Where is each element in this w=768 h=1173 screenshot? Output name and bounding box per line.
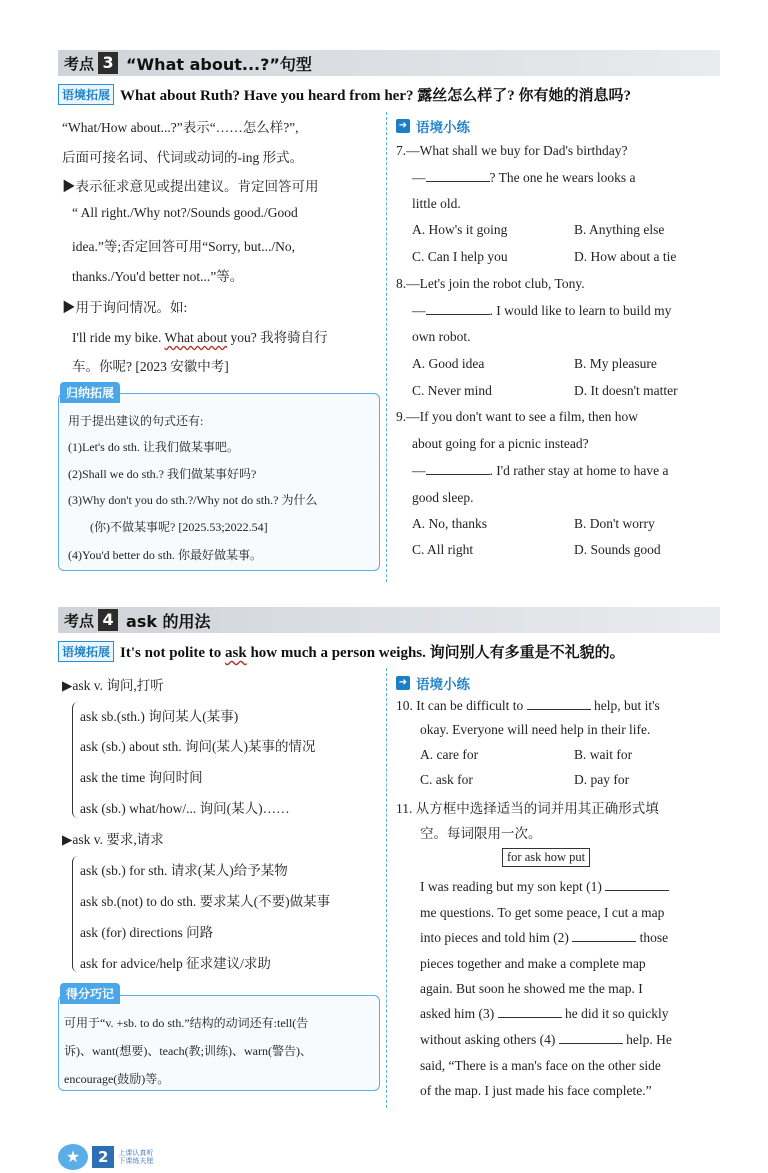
explain-line: thanks./You'd better not...”等。 (72, 269, 244, 284)
explain-line: 后面可接名词、代词或动词的-ing 形式。 (62, 150, 304, 165)
explain-line: idea.”等;否定回答可用“Sorry, but.../No, (72, 239, 295, 254)
question-line: good sleep. (412, 490, 474, 505)
word-box: for ask how put (502, 848, 590, 867)
answer-blank-4[interactable] (559, 1032, 623, 1044)
page-footer (58, 1144, 153, 1170)
summary-line: (2)Shall we do sth.? 我们做某事好吗? (68, 467, 257, 481)
section-number: 4 (98, 609, 118, 631)
context-tag: 语境拓展 (58, 641, 114, 662)
option-d[interactable]: D. It doesn't matter (574, 383, 678, 398)
option-c[interactable]: C. ask for (420, 772, 473, 787)
question-line: — . I'd rather stay at home to have a (412, 463, 669, 478)
context-row (58, 84, 631, 105)
option-d[interactable]: D. Sounds good (574, 542, 661, 557)
option-b[interactable]: B. wait for (574, 747, 633, 762)
section-title: “What about...?”句型 (126, 54, 312, 74)
passage-line: pieces together and make a complete map (420, 956, 646, 971)
usage-line: ask for advice/help 征求建议/求助 (80, 956, 271, 971)
question-line: about going for a picnic instead? (412, 436, 589, 451)
option-b[interactable]: B. My pleasure (574, 356, 657, 371)
usage-line: ask (sb.) what/how/... 询问(某人)…… (80, 801, 290, 816)
explain-line: ▶表示征求意见或提出建议。肯定回答可用 (62, 179, 319, 194)
section-3-header (58, 50, 720, 76)
practice-tag: ➜ 语境小练 (396, 116, 470, 136)
option-c[interactable]: C. All right (412, 542, 474, 557)
passage-line: without asking others (4) help. He (420, 1032, 672, 1047)
passage-line: I was reading but my son kept (1) (420, 879, 669, 895)
section-number: 3 (98, 52, 118, 74)
answer-blank[interactable] (426, 303, 490, 315)
question-stem: 8.—Let's join the robot club, Tony. (396, 276, 585, 291)
example-sentence: I'll ride my bike. What about you? 我将骑自行 (72, 330, 328, 345)
section-title: ask 的用法 (126, 611, 211, 631)
option-d[interactable]: D. pay for (574, 772, 630, 787)
question-line: own robot. (412, 329, 471, 344)
brace (72, 856, 78, 972)
summary-tag: 归纳拓展 (60, 382, 120, 403)
question-stem: 10. It can be difficult to help, but it's (396, 698, 660, 713)
option-a[interactable]: A. care for (420, 747, 479, 762)
passage-line: of the map. I just made his face complete.” (420, 1083, 652, 1098)
section-label: 考点 (64, 611, 95, 630)
answer-blank[interactable] (426, 463, 490, 475)
tip-tag: 得分巧记 (60, 983, 120, 1004)
arrow-right-icon: ➜ (396, 119, 410, 133)
option-c[interactable]: C. Can I help you (412, 249, 508, 264)
summary-line: 用于提出建议的句式还有: (68, 414, 204, 428)
practice-tag: ➜ 语境小练 (396, 673, 470, 693)
question-line: — ? The one he wears looks a (412, 170, 636, 185)
context-sentence: It's not polite to ask how much a person weighs. 询问别人有多重是不礼貌的。 (120, 645, 625, 661)
usage-line: ask (sb.) about sth. 询问(某人)某事的情况 (80, 739, 316, 754)
explain-line: “What/How about...?”表示“……怎么样?”, (62, 120, 299, 135)
section-label: 考点 (64, 54, 95, 73)
passage-line: into pieces and told him (2) those (420, 930, 669, 945)
explain-line: “ All right./Why not?/Sounds good./Good (72, 205, 298, 220)
option-a[interactable]: A. Good idea (412, 356, 485, 371)
question-stem: 空。每词限用一次。 (420, 826, 542, 841)
usage-line: ask sb.(sth.) 询问某人(某事) (80, 709, 239, 724)
summary-line: (4)You'd better do sth. 你最好做某事。 (68, 548, 262, 562)
usage-line: ask sb.(not) to do sth. 要求某人(不要)做某事 (80, 894, 331, 909)
star-mascot-icon: ★ (58, 1144, 88, 1170)
option-a[interactable]: A. No, thanks (412, 516, 487, 531)
option-b[interactable]: B. Anything else (574, 222, 665, 237)
footer-slogan: 上课认真听 下课练夫厘 (118, 1149, 154, 1165)
answer-blank-3[interactable] (498, 1006, 562, 1018)
answer-blank[interactable] (426, 170, 490, 182)
summary-line: (你)不做某事呢? [2025.53;2022.54] (90, 520, 268, 534)
question-stem: 11. 从方框中选择适当的词并用其正确形式填 (396, 801, 659, 816)
option-b[interactable]: B. Don't worry (574, 516, 655, 531)
question-line: little old. (412, 196, 461, 211)
arrow-right-icon: ➜ (396, 676, 410, 690)
option-d[interactable]: D. How about a tie (574, 249, 677, 264)
context-tag: 语境拓展 (58, 84, 114, 105)
page-number: 2 (92, 1146, 114, 1168)
usage-line: ask (for) directions 问路 (80, 925, 214, 940)
usage-line: ask the time 询问时间 (80, 770, 203, 785)
column-divider (386, 668, 387, 1108)
passage-line: me questions. To get some peace, I cut a map (420, 905, 665, 920)
context-row (58, 641, 625, 662)
summary-line: (3)Why don't you do sth.?/Why not do sth.? 为什么 (68, 493, 318, 507)
answer-blank-1[interactable] (605, 879, 669, 891)
option-c[interactable]: C. Never mind (412, 383, 492, 398)
question-stem: 7.—What shall we buy for Dad's birthday? (396, 143, 628, 158)
summary-line: (1)Let's do sth. 让我们做某事吧。 (68, 440, 239, 454)
answer-blank[interactable] (527, 698, 591, 710)
explain-line: ▶用于询问情况。如: (62, 300, 188, 315)
answer-blank-2[interactable] (572, 930, 636, 942)
section-4-header (58, 607, 720, 633)
brace (72, 702, 78, 818)
usage-heading: ▶ask v. 询问,打听 (62, 678, 164, 693)
context-sentence: What about Ruth? Have you heard from her? 露丝怎么样了? 你有她的消息吗? (120, 88, 631, 104)
passage-line: again. But soon he showed me the map. I (420, 981, 643, 996)
tip-line: 可用于“v. +sb. to do sth.”结构的动词还有:tell(告 (64, 1016, 309, 1030)
usage-line: ask (sb.) for sth. 请求(某人)给予某物 (80, 863, 288, 878)
option-a[interactable]: A. How's it going (412, 222, 508, 237)
tip-line: 诉)、want(想要)、teach(教;训练)、warn(警告)、 (64, 1044, 312, 1058)
passage-line: asked him (3) he did it so quickly (420, 1006, 669, 1021)
question-line: — . I would like to learn to build my (412, 303, 672, 318)
tip-line: encourage(鼓励)等。 (64, 1072, 170, 1086)
example-sentence-2: 车。你呢? [2023 安徽中考] (72, 359, 229, 374)
passage-line: said, “There is a man's face on the other side (420, 1058, 661, 1073)
column-divider (386, 112, 387, 582)
usage-heading: ▶ask v. 要求,请求 (62, 832, 164, 847)
question-stem: 9.—If you don't want to see a film, then how (396, 409, 639, 424)
question-line: okay. Everyone will need help in their life. (420, 722, 651, 737)
